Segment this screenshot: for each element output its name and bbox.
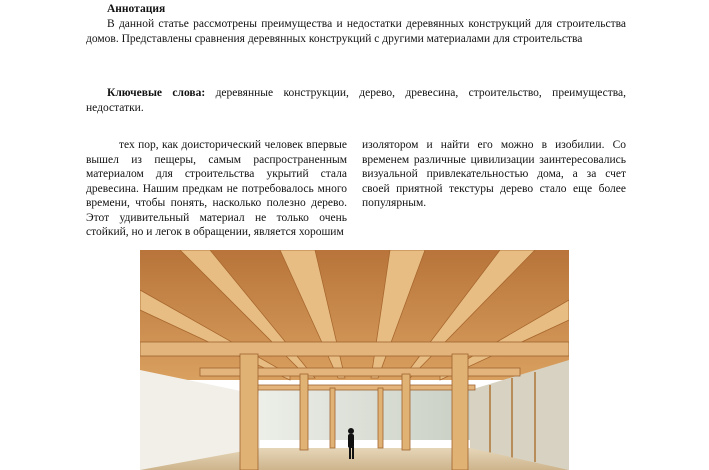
keywords-paragraph — [86, 86, 626, 115]
keywords-label: Ключевые слова: — [107, 87, 206, 99]
annotation-text: В данной статье рассмотрены преимущества и недостатки деревянных конструкций для строительства домов. Представлены сравнения деревянных конструкций с другими материалами для строительства — [86, 18, 626, 45]
timber-interior-illustration — [140, 250, 569, 470]
interior-photo — [140, 250, 569, 470]
annotation-heading: Аннотация — [107, 3, 166, 15]
body-column-1: тех пор, как доисторический человек впервые вышел из пещеры, самым распространенным материалом для строительства укрытий стала древесина. Нашим предкам не потребовалось много времени, чтобы понять, насколько полезно дерево. Этот удивительный материал не только очень стойкий, но и легок в обращении, является хорошим — [86, 139, 347, 238]
body-column-2: изолятором и найти его можно в изобилии. Со временем различные цивилизации заинтересовались визуальной привлекательностью дома, а за счет своей приятной текстуры дерево стало еще более популярным. — [362, 139, 626, 209]
keywords-list: деревянные конструкции, дерево, древесина, строительство, преимущества, недостатки. — [86, 87, 626, 114]
